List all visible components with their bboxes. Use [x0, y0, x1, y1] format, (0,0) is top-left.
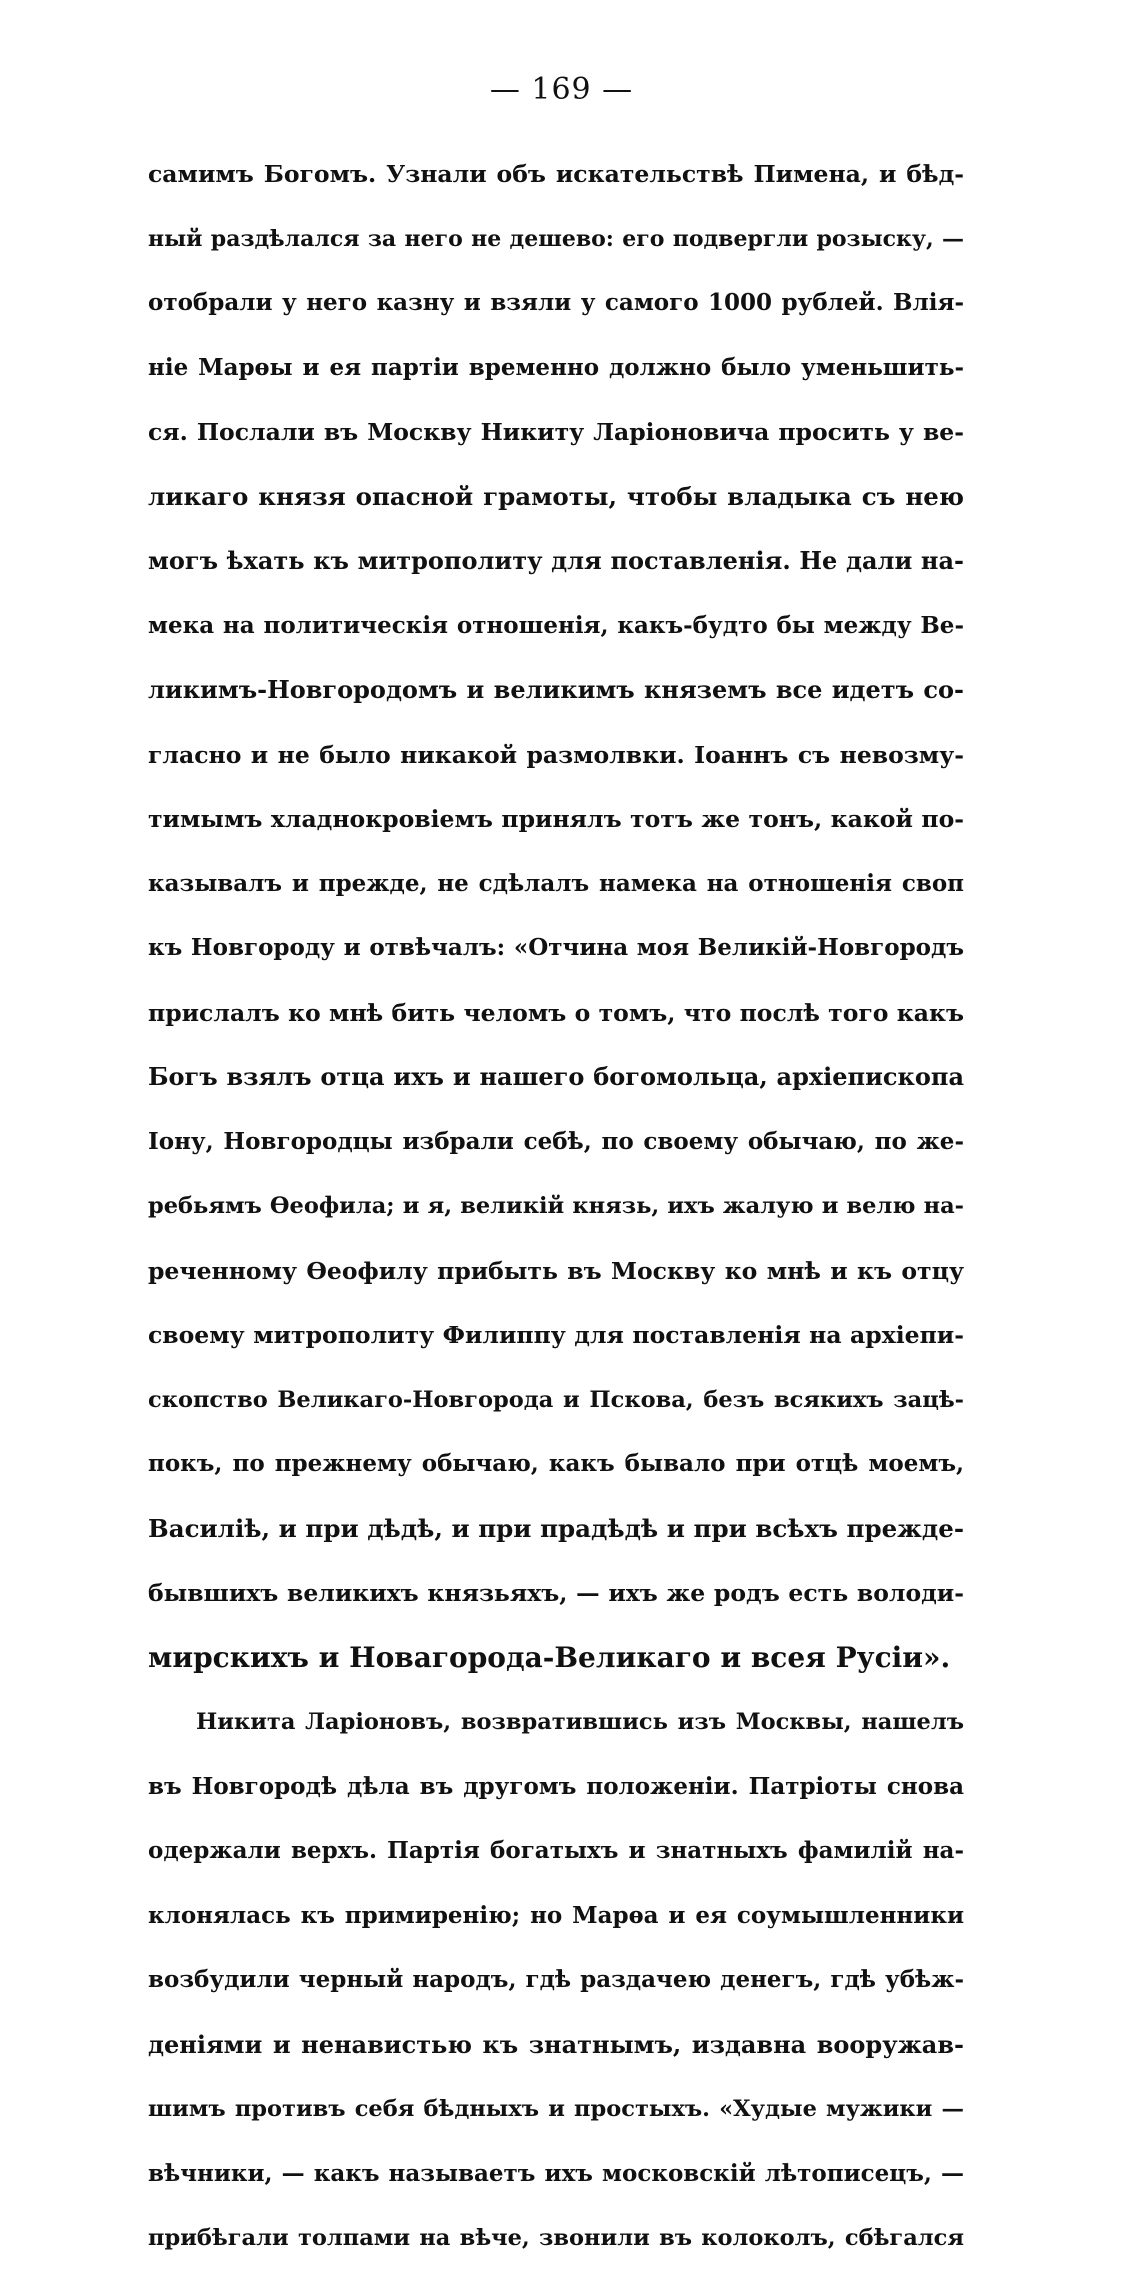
text-line: возбудили черный народъ, гдѣ раздачею денегъ, гдѣ убѣж-	[148, 1966, 964, 1993]
text-line: Василіѣ, и при дѣдѣ, и при прадѣдѣ и при всѣхъ прежде-	[148, 1513, 964, 1543]
text-line: одержали верхъ. Партія богатыхъ и знатныхъ фамилій на-	[148, 1837, 964, 1864]
text-line: въ Новгородѣ дѣла въ другомъ положеніи. Патріоты снова	[148, 1772, 964, 1800]
text-line: Богъ взялъ отца ихъ и нашего богомольца, архіепископа	[148, 1062, 964, 1091]
paragraph-first-line: Никита Ларіоновъ, возвратившись изъ Москвы, нашелъ	[196, 1709, 964, 1735]
text-line: деніями и ненавистью къ знатнымъ, издавна вооружав-	[148, 2029, 964, 2059]
text-line: къ Новгороду и отвѣчалъ: «Отчина моя Великій-Новгородъ	[148, 934, 964, 961]
text-line: мирскихъ и Новагорода-Великаго и всея Русіи».	[148, 1640, 951, 1674]
text-line: казывалъ и прежде, не сдѣлалъ намека на отношенія своп	[148, 869, 964, 897]
text-line: шимъ противъ себя бѣдныхъ и простыхъ. «Худые мужики —	[148, 2096, 964, 2122]
text-line: ніе Марѳы и ея партіи временно должно было уменьшить-	[148, 353, 964, 381]
text-line: прибѣгали толпами на вѣче, звонили въ колоколъ, сбѣгался	[148, 2225, 964, 2251]
body-text	[148, 142, 964, 2271]
text-line: вѣчники, — какъ называетъ ихъ московскій лѣтописецъ, —	[148, 2159, 964, 2187]
text-line: прислалъ ко мнѣ бить челомъ о томъ, что послѣ того какъ	[148, 998, 964, 1027]
page-number: — 169 —	[489, 72, 634, 107]
text-line: покъ, по прежнему обычаю, какъ бывало при отцѣ моемъ,	[148, 1450, 964, 1477]
text-line: скопство Великаго-Новгорода и Пскова, безъ всякихъ зацѣ-	[148, 1386, 964, 1413]
text-line: ся. Послали въ Москву Никиту Ларіоновича просить у ве-	[148, 418, 964, 446]
text-line: гласно и не было никакой размолвки. Іоаннъ съ невозму-	[148, 740, 964, 769]
text-line: мека на политическія отношенія, какъ-будто бы между Ве-	[148, 611, 964, 639]
text-line: тимымъ хладнокровіемъ принялъ тотъ же тонъ, какой по-	[148, 805, 964, 833]
text-line: своему митрополиту Филиппу для поставленія на архіепи-	[148, 1321, 964, 1349]
text-line: реченному Ѳеофилу прибыть въ Москву ко мнѣ и къ отцу	[148, 1256, 964, 1285]
text-line: ный раздѣлался за него не дешево: его подвергли розыску, —	[148, 225, 964, 252]
text-line: ликимъ-Новгородомъ и великимъ княземъ все идетъ со-	[148, 675, 964, 704]
text-line: могъ ѣхать къ митрополиту для поставленія. Не дали на-	[148, 546, 964, 575]
text-line: самимъ Богомъ. Узнали объ искательствѣ Пимена, и бѣд-	[148, 160, 964, 188]
text-line: ребьямъ Ѳеофила; и я, великій князь, ихъ жалую и велю на-	[148, 1193, 964, 1219]
text-line: клонялась къ примиренію; но Марѳа и ея соумышленники	[148, 1901, 964, 1929]
text-line: отобрали у него казну и взяли у самого 1000 рублей. Влія-	[148, 289, 964, 316]
text-line: ликаго князя опасной грамоты, чтобы владыка съ нею	[148, 481, 964, 511]
text-line: Іону, Новгородцы избрали себѣ, по своему обычаю, по же-	[148, 1127, 964, 1155]
text-line: бывшихъ великихъ князьяхъ, — ихъ же родъ есть володи-	[148, 1579, 964, 1607]
